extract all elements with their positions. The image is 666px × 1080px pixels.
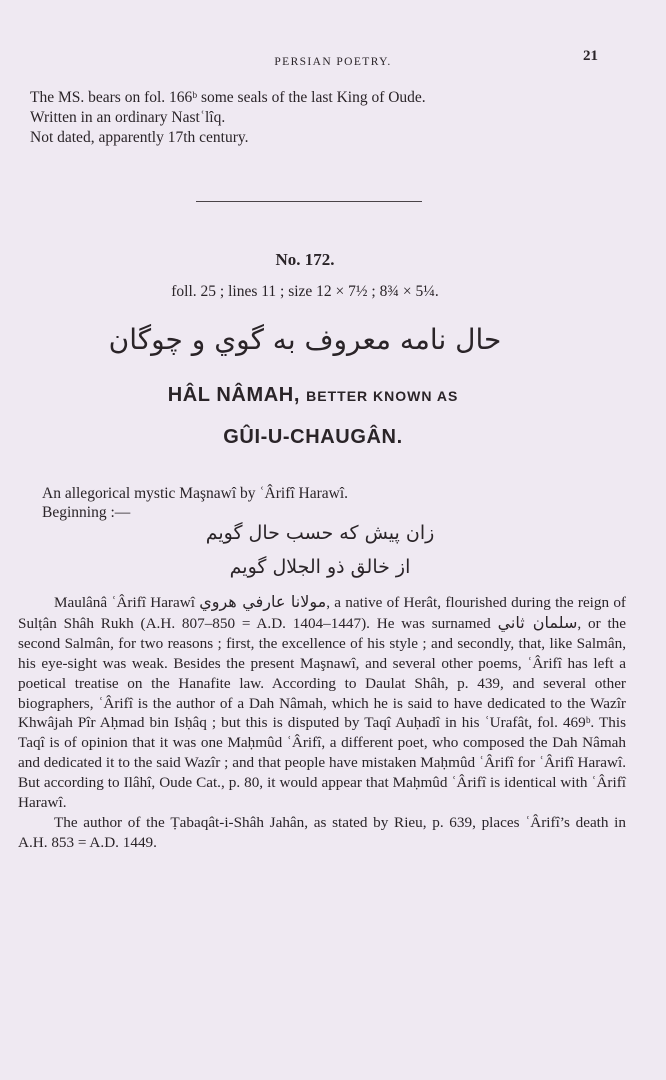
work-title bbox=[0, 384, 626, 407]
body-text-segment: Maulânâ ʿÂrifî Harawî bbox=[54, 594, 200, 611]
manuscript-note bbox=[30, 88, 590, 148]
opening-verse-1: زان پيش که حسب حال گويم bbox=[205, 522, 435, 544]
body-paragraph-2: The author of the Ṭabaqât-i-Shâh Jahân, as stated by Rieu, p. 639, places ʿÂrifî’s death in A.H. 853 = A.D. 1449. bbox=[18, 813, 626, 851]
physical-description: foll. 25 ; lines 11 ; size 12 × 7½ ; 8¾ × 5¼. bbox=[171, 283, 439, 300]
opening-verse-2: از خالق ذو الجلال گويم bbox=[229, 556, 411, 578]
page-number: 21 bbox=[583, 48, 598, 64]
body-text-segment: , or the second Salmân, for two reasons ; first, the excellence of his style ; and secondly, that, like Salmân, his eye-sight was weak. Besides the present Maşnawî, and several other poems, ʿÂrifî has left a poetical treatise on the Hanafite law. According to Daulat Shâh, p. 439, and several other biographers, ʿÂrifî is the author of a Dah Nâmah, which he is said to have dedicated to the Wazîr Khwâjah Pîr Aḥmad bin Isḥâq ; but this is disputed by Taqî Auḥadî in his ʿUrafât, fol. 469ᵇ. This Taqî is of opinion that it was one Maḥmûd ʿÂrifî, a different poet, who composed the Dah Nâmah and dedicated it to the said Wazîr ; and that people have mistaken Maḥmûd ʿÂrifî for ʿÂrifî Harawî. But according to Ilâhî, Oude Cat., p. 80, it would appear that Maḥmûd ʿÂrifî is identical with ʿÂrifî Harawî. bbox=[18, 614, 626, 812]
persian-name: مولانا عارفي هروي bbox=[199, 592, 327, 611]
running-header: PERSIAN POETRY. bbox=[274, 56, 392, 68]
work-title-sub: BETTER KNOWN AS bbox=[306, 388, 459, 404]
persian-title: حال نامه معروف به گوي و چوگان bbox=[108, 323, 502, 356]
body-paragraph-1 bbox=[18, 592, 626, 813]
work-title-main: HÂL NÂMAH, bbox=[167, 384, 300, 406]
work-alt-title: GÛI-U-CHAUGÂN. bbox=[223, 426, 403, 448]
body-text bbox=[18, 592, 626, 853]
persian-surname: سلمان ثاني bbox=[497, 612, 578, 632]
body-text-segment: , a native of Herât, flourished during the reign of Sulṭân Shâh Rukh (A.H. 807–850 = A.D. 1404–1447). He was surnamed bbox=[18, 594, 626, 632]
intro bbox=[42, 484, 602, 522]
intro-description: An allegorical mystic Maşnawî by ʿÂrifî Harawî. bbox=[42, 485, 349, 502]
section-divider bbox=[196, 201, 422, 202]
intro-beginning-label: Beginning :— bbox=[42, 504, 131, 521]
note-line: Not dated, apparently 17th century. bbox=[30, 129, 249, 146]
note-line: Written in an ordinary Nastʿlîq. bbox=[30, 109, 226, 126]
entry-number: No. 172. bbox=[275, 250, 335, 269]
note-line: The MS. bears on fol. 166ᵇ some seals of the last King of Oude. bbox=[30, 89, 426, 106]
